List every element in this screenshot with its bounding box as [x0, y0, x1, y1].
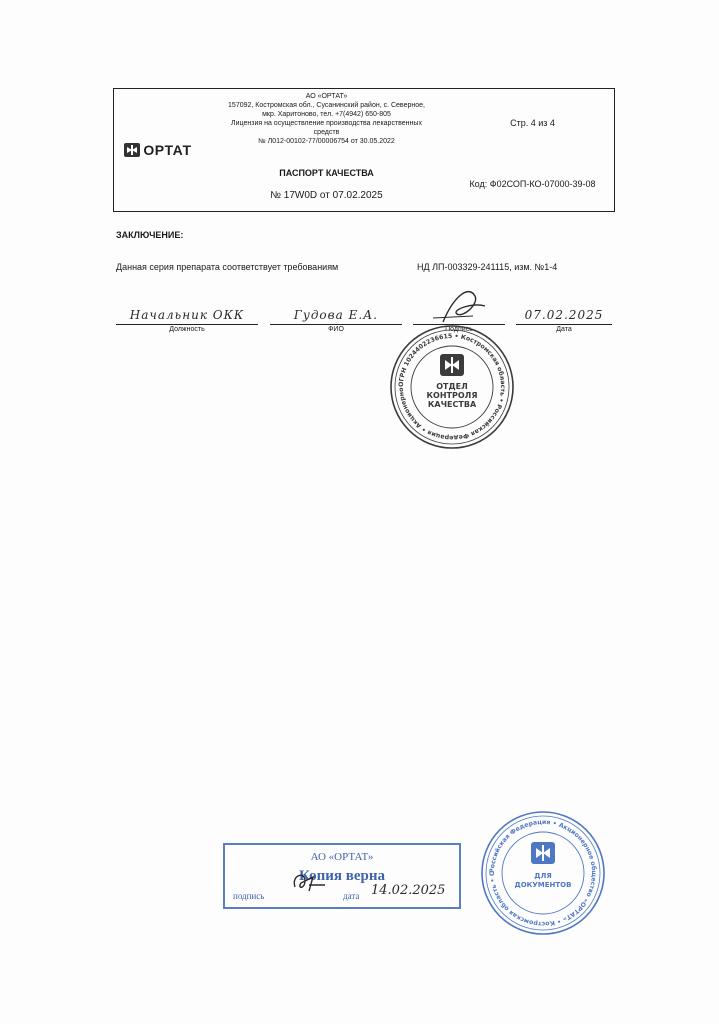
name-handwriting: Гудова Е.А. — [293, 308, 379, 322]
doc-number: № 17W0D от 07.02.2025 — [270, 190, 383, 201]
qc-stamp-seal — [387, 322, 517, 452]
page-number: Стр. 4 из 4 — [510, 118, 555, 128]
doc-code-cell — [451, 157, 614, 211]
conclusion-label: ЗАКЛЮЧЕНИЕ: — [116, 230, 184, 240]
qc-stamp-line3: КАЧЕСТВА — [427, 400, 477, 409]
docs-stamp-seal — [478, 808, 608, 938]
sign-caption: Подпись — [445, 326, 473, 333]
doc-title: ПАСПОРТ КАЧЕСТВА — [279, 168, 374, 178]
doc-code: Код: Ф02СОП-КО-07000-39-08 — [469, 179, 596, 189]
page-number-cell — [451, 89, 614, 157]
qc-stamp-ring-text: ОГРН 1024402236615 • Костромская область • Российская Федерация • Акционерно — [397, 332, 507, 442]
position-handwriting: Начальник ОКК — [129, 308, 245, 322]
header-table — [113, 88, 615, 212]
copy-stamp-signature-icon — [283, 867, 333, 895]
documents-stamp — [478, 808, 608, 938]
copy-certified-stamp — [223, 843, 461, 909]
signature-date-field — [516, 300, 612, 333]
docs-stamp-line1: ДЛЯ — [534, 872, 552, 880]
signature-position-field — [116, 300, 258, 333]
company-logo — [124, 142, 191, 158]
copy-stamp-date-handwriting: 14.02.2025 — [371, 883, 446, 898]
position-caption: Должность — [169, 326, 205, 333]
normative-document: НД ЛП-003329-241115, изм. №1-4 — [417, 262, 558, 272]
license-line3: № Л012-00102-77/00006754 от 30.05.2022 — [258, 138, 395, 145]
company-address-line2: мкр. Харитоново, тел. +7(4942) 650-805 — [262, 111, 391, 118]
copy-stamp-title: Копия верна — [298, 868, 386, 884]
qc-stamp-logo-icon — [440, 354, 464, 376]
name-caption: ФИО — [328, 326, 344, 333]
date-caption: Дата — [556, 326, 572, 333]
docs-stamp-ring-text: Российская Федерация • Акционерное общество «ОРТАТ» • Костромская область • С — [488, 818, 598, 928]
company-name: АО «ОРТАТ» — [305, 93, 348, 100]
copy-stamp-date-label: дата — [343, 891, 360, 901]
copy-stamp-company: АО «ОРТАТ» — [310, 851, 374, 863]
license-line2: средств — [313, 129, 340, 136]
qc-stamp-line1: ОТДЕЛ — [436, 382, 468, 391]
qc-stamp-line2: КОНТРОЛЯ — [426, 391, 478, 400]
date-handwriting: 07.02.2025 — [524, 308, 604, 322]
conclusion-statement: Данная серия препарата соответствует требованиям — [116, 262, 339, 272]
license-line1: Лицензия на осуществление производства лекарственных — [231, 120, 422, 127]
quality-control-stamp — [387, 322, 517, 452]
copy-stamp-sign-label: подпись — [233, 891, 265, 901]
docs-stamp-line2: ДОКУМЕНТОВ — [514, 881, 572, 889]
doc-title-cell — [202, 157, 451, 211]
logo-cell — [114, 89, 202, 211]
signature-name-field — [270, 300, 402, 333]
logo-text: ОРТАТ — [143, 142, 192, 158]
company-address-line1: 157092, Костромская обл., Сусанинский район, с. Северное, — [228, 102, 425, 109]
company-info-cell — [202, 89, 451, 157]
ortat-logo-icon — [124, 143, 140, 157]
docs-stamp-logo-icon — [531, 842, 555, 864]
